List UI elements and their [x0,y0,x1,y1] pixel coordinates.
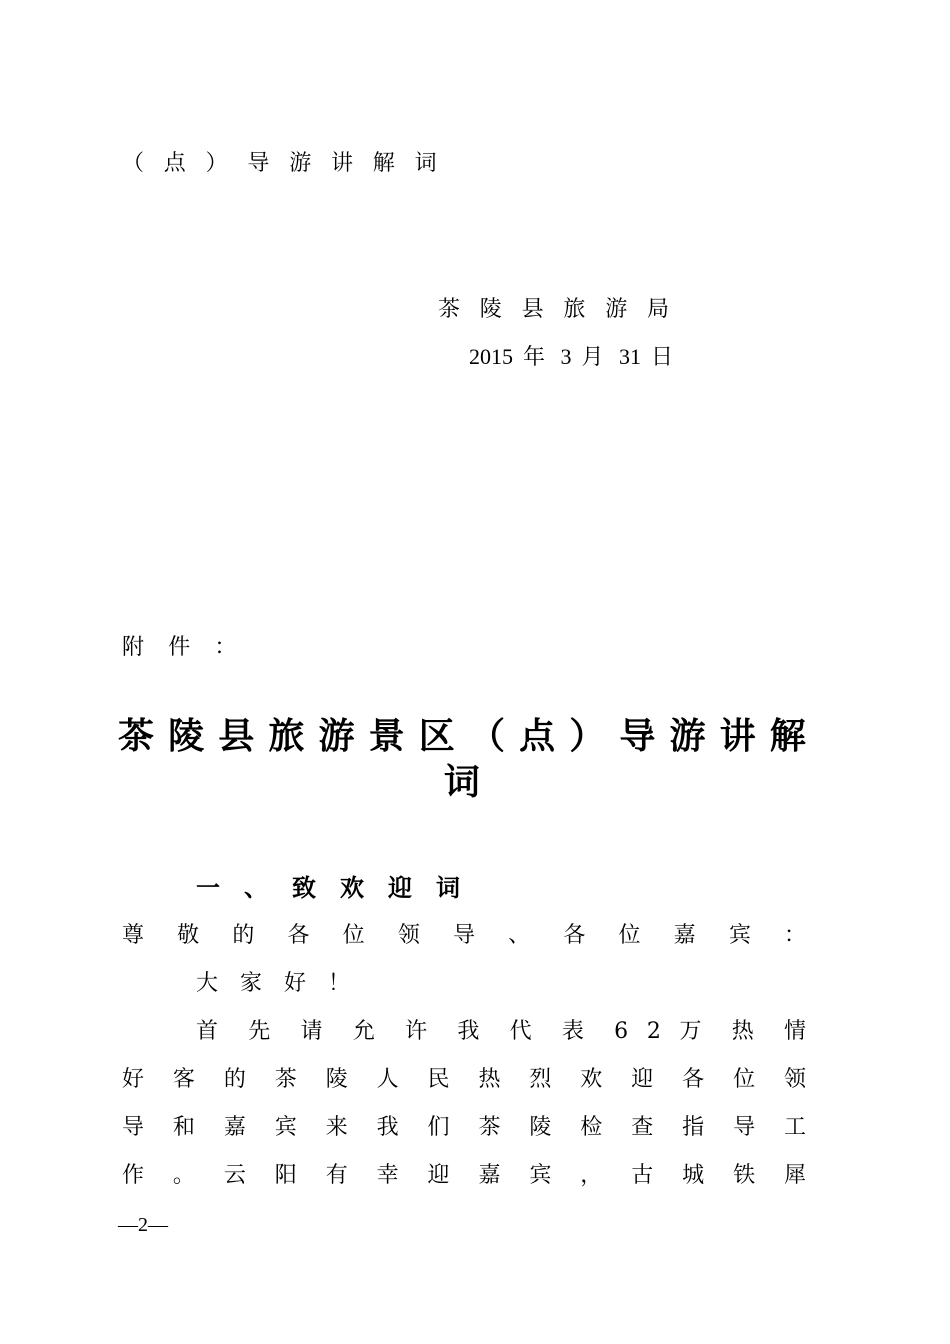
paragraph-line: 作 。 云 阳 有 幸 迎 嘉 宾 ， 古 城 铁 犀 [122,1163,806,1188]
section-heading: 一、致欢迎词 [196,874,484,902]
cover-heading: （点）导游讲解词 [122,151,457,176]
main-title: 茶陵县旅游景区（点）导游讲解词 [118,716,818,803]
issuer-name: 茶陵县旅游局 [438,297,689,322]
date-month: 3 [560,344,572,369]
paragraph-line: 好 客 的 茶 陵 人 民 热 烈 欢 迎 各 位 领 [122,1067,806,1092]
date-month-unit: 月 [581,344,604,369]
issue-date [469,340,683,371]
date-day: 31 [619,344,642,369]
attachment-label: 附件： [122,635,261,660]
greeting-line: 尊 敬 的 各 位 领 导 、 各 位 嘉 宾 ： [122,923,806,948]
hello-line: 大家好！ [196,971,373,996]
paragraph-line: 首 先 请 允 许 我 代 表 6 2 万 热 情 [196,1019,806,1044]
date-year: 2015 [469,344,513,369]
date-day-unit: 日 [651,344,674,369]
page-number: —2— [118,1214,168,1236]
paragraph-line: 导 和 嘉 宾 来 我 们 茶 陵 检 查 指 导 工 [122,1115,806,1140]
date-year-unit: 年 [523,344,546,369]
